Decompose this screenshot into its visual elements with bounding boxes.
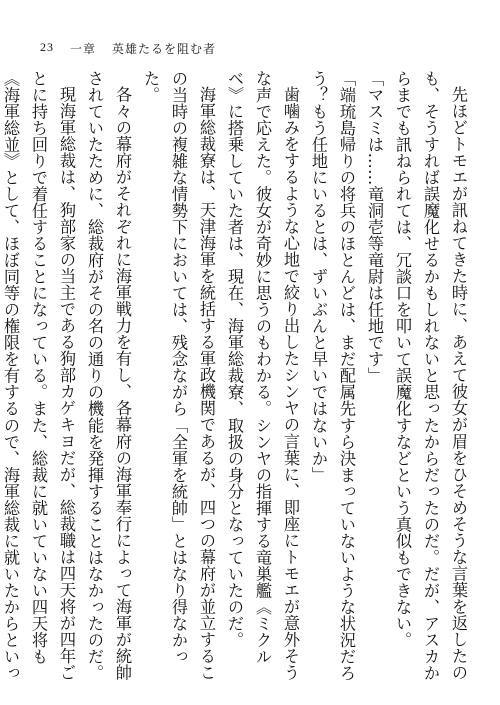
page-number: 23 [40,40,54,54]
paragraph: 歯噛みをするような心地で絞り出したシンヤの言葉に、即座にトモエが意外そうな声で応えた。彼女が奇妙に思うのもわかる。シンヤの指揮する竜巣艦《ミクルベ》に搭乗していた者は、現在、海軍総裁寮、取扱の身分となっていたのだ。 [225,70,300,682]
paragraph: 各々の幕府がそれぞれに海軍戦力を有し、各幕府の海軍奉行によって海軍が統帥されていたために、総裁府がその名の通りの機能を発揮することはなかったのだ。 [85,70,132,682]
paragraph: 現海軍総裁は、狗部家の当主である狗部カゲキヨだが、総裁職は四天将が四年ごとに持ち回りで着任することになっている。また、総裁に就いていない四天将も《海軍総並》として、ほぼ同等の権限を有するので、海軍総裁に就いたからといっ [1,70,76,682]
dialogue-line: 「マスミは……竜洞壱等竜尉は任地です」 [365,70,384,384]
paragraph: 海軍総裁寮は、天津海軍を統括する軍政機関であるが、四つの幕府が並立するこの当時の複雑な情勢下においては、残念ながら「全軍を統帥」とはなり得なかった。 [141,70,216,682]
chapter-title: 英雄たるを阻む者 [112,42,217,56]
body-text [1,70,472,682]
dialogue-line: 「端琉島帰りの将兵のほとんどは、まだ配属先すら決まっていないような状況だろう？もう任地にいるとは、ずいぶんと早いではないか」 [309,70,356,682]
chapter-label: 一章 [70,42,97,56]
paragraph: 先ほどトモエが訊ねてきた時に、あえて彼女が眉をひそめそうな言葉を返したのも、そうすれば誤魔化せるかもしれないと思ったからだったのだ。だが、アスカからまでも訊ねられては、冗談口を叩いて誤魔化すなどという真似もできない。 [393,70,468,682]
running-header [40,40,216,57]
